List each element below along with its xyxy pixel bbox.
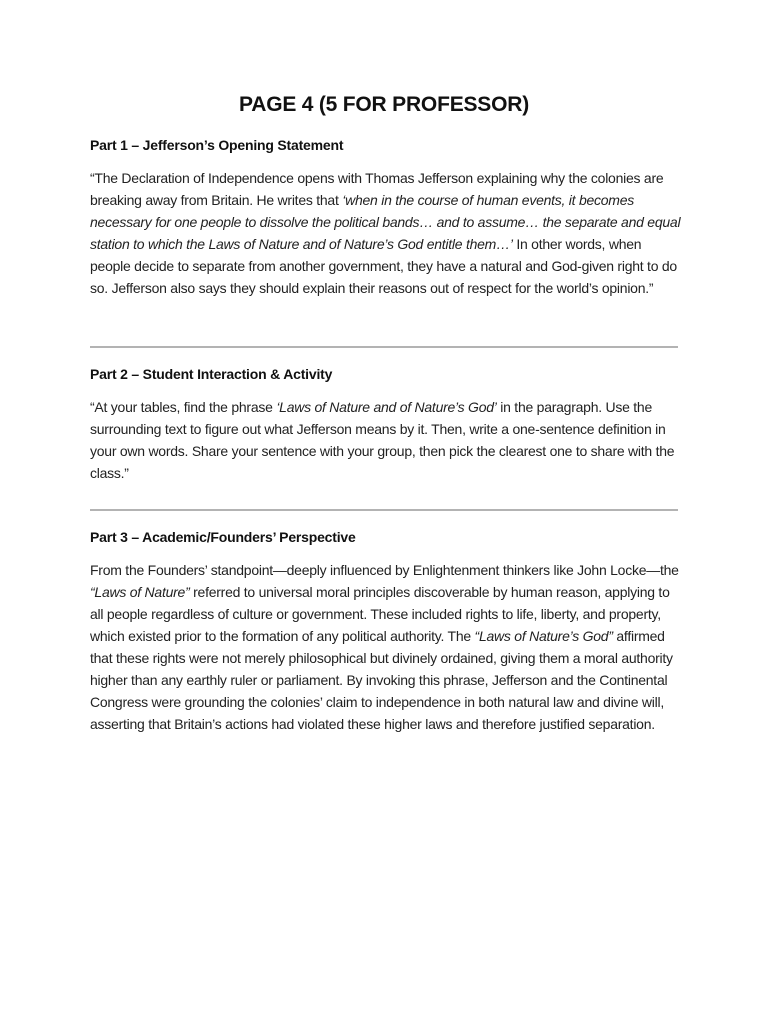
part1-text-end: In other words, when people decide to separate from another government, they have a natural and God-given right to do so. Jefferson also says they should explain their reasons out of respect for the world’s opinion.”: [90, 236, 677, 296]
part2-text-end: in the paragraph. Use the surrounding text to figure out what Jefferson means by it. Then, write a one-sentence definition in your own words. Share your sentence with your group, then pick the clearest one to share with the class.”: [90, 399, 675, 481]
section-divider: [90, 346, 678, 348]
part3-text-start: From the Founders’ standpoint—deeply influenced by Enlightenment thinkers like John Locke—the: [90, 562, 679, 578]
part3-text-middle: referred to universal moral principles discoverable by human reason, applying to all people regardless of culture or government. These included rights to life, liberty, and property, which existed prior to the formation of any political authority. The: [90, 584, 670, 644]
part3-term-laws-of-nature: “Laws of Nature”: [90, 584, 190, 600]
part2-phrase: ‘Laws of Nature and of Nature’s God’: [276, 399, 497, 415]
page-title: PAGE 4 (5 FOR PROFESSOR): [238, 93, 530, 116]
part1-text-start: “The Declaration of Independence opens with Thomas Jefferson explaining why the colonies are breaking away from Britain. He writes that: [90, 170, 664, 208]
part1-paragraph: [90, 167, 682, 299]
part3-heading: Part 3 – Academic/Founders’ Perspective: [90, 529, 356, 545]
part3-term-natures-god: “Laws of Nature’s God”: [474, 628, 613, 644]
part2-text-start: “At your tables, find the phrase: [90, 399, 277, 415]
part3-text-end: affirmed that these rights were not merely philosophical but divinely ordained, giving them a moral authority higher than any earthly ruler or parliament. By invoking this phrase, Jefferson and the Continental Congress were grounding the colonies’ claim to independence in both natural law and divine will, asserting that Britain’s actions had violated these higher laws and therefore justified separation.: [90, 628, 673, 732]
part2-heading: Part 2 – Student Interaction & Activity: [90, 366, 333, 382]
part1-quote: ‘when in the course of human events, it becomes necessary for one people to dissolve the political bands… and to assume… the separate and equal station to which the Laws of Nature and of Nature’s God entitle them…’: [90, 192, 681, 252]
part1-heading: Part 1 – Jefferson’s Opening Statement: [90, 137, 344, 153]
part2-paragraph: [90, 396, 682, 484]
part3-paragraph: [90, 559, 682, 735]
section-divider: [90, 509, 678, 511]
